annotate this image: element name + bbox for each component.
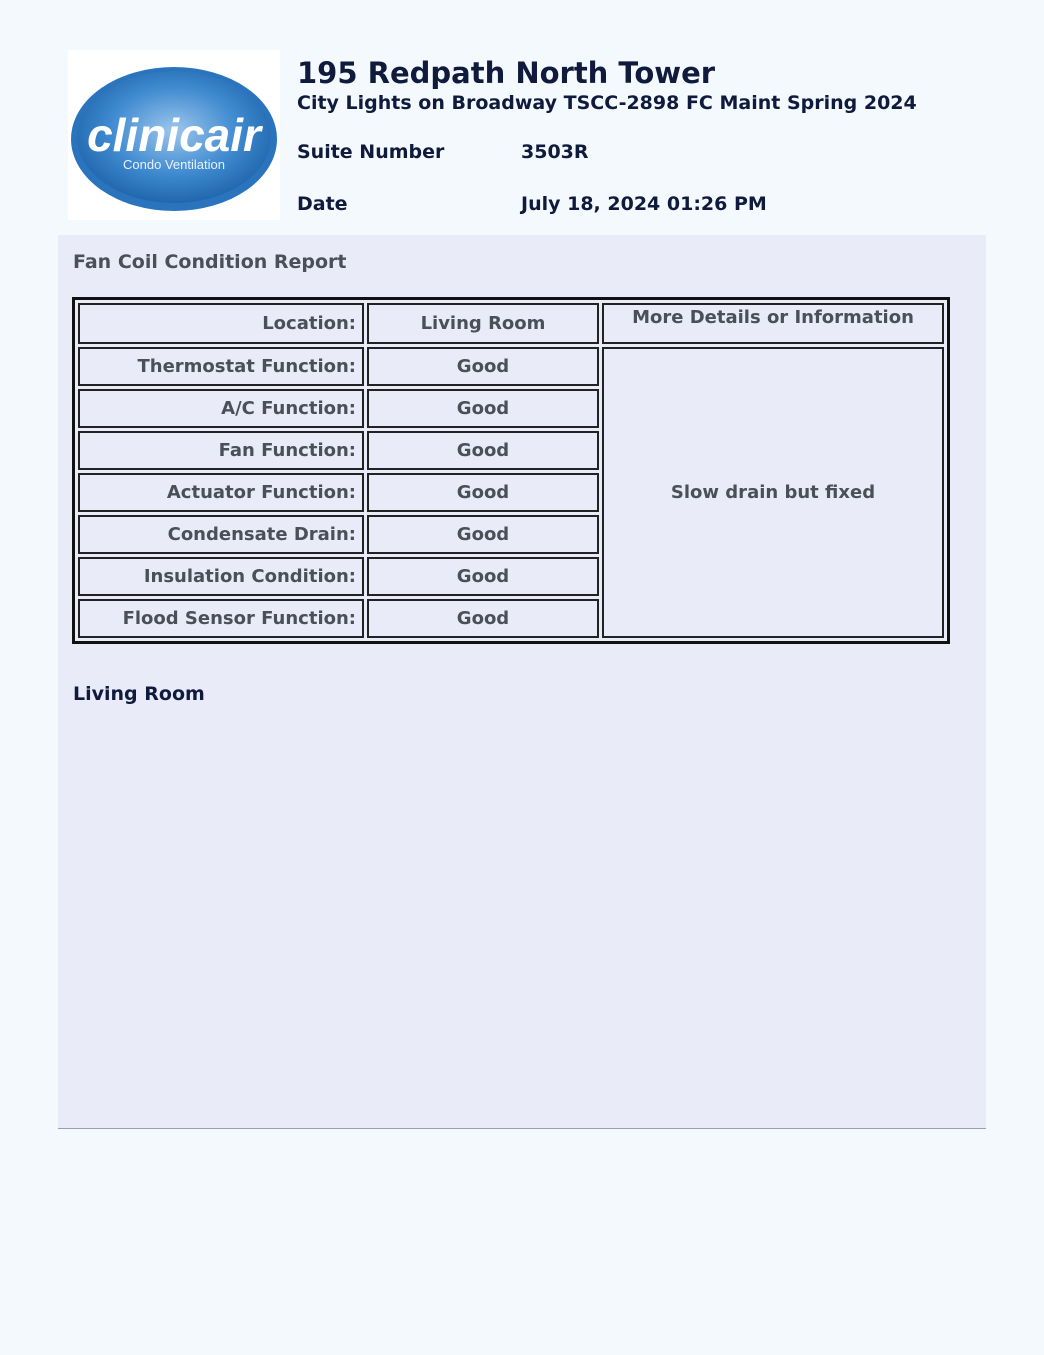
location-value: Living Room <box>367 303 599 344</box>
row-value: Good <box>367 557 599 596</box>
details-text: Slow drain but fixed <box>602 347 944 638</box>
row-value: Good <box>367 515 599 554</box>
clinicair-logo <box>68 50 280 220</box>
row-label: Insulation Condition: <box>78 557 364 596</box>
row-value: Good <box>367 389 599 428</box>
room-section-heading: Living Room <box>73 683 205 705</box>
row-value: Good <box>367 473 599 512</box>
row-value: Good <box>367 599 599 638</box>
row-value: Good <box>367 347 599 386</box>
row-label: Fan Function: <box>78 431 364 470</box>
date-label: Date <box>297 193 348 215</box>
logo-tagline: Condo Ventilation <box>123 157 225 172</box>
suite-number-label: Suite Number <box>297 141 445 163</box>
report-panel <box>58 235 986 1129</box>
row-label: Condensate Drain: <box>78 515 364 554</box>
row-value: Good <box>367 431 599 470</box>
row-label: Thermostat Function: <box>78 347 364 386</box>
condition-table <box>72 297 950 644</box>
row-label: Actuator Function: <box>78 473 364 512</box>
table-row-location <box>78 303 944 344</box>
suite-number-value: 3503R <box>521 141 589 163</box>
building-title: 195 Redpath North Tower <box>297 56 716 90</box>
details-header: More Details or Information <box>602 303 944 344</box>
row-label: A/C Function: <box>78 389 364 428</box>
table-row <box>78 347 944 386</box>
project-subtitle: City Lights on Broadway TSCC-2898 FC Maint Spring 2024 <box>297 92 917 114</box>
row-label: Flood Sensor Function: <box>78 599 364 638</box>
date-value: July 18, 2024 01:26 PM <box>521 193 767 215</box>
report-heading: Fan Coil Condition Report <box>73 251 347 273</box>
location-label: Location: <box>78 303 364 344</box>
logo-wordmark: clinicair <box>87 109 261 161</box>
